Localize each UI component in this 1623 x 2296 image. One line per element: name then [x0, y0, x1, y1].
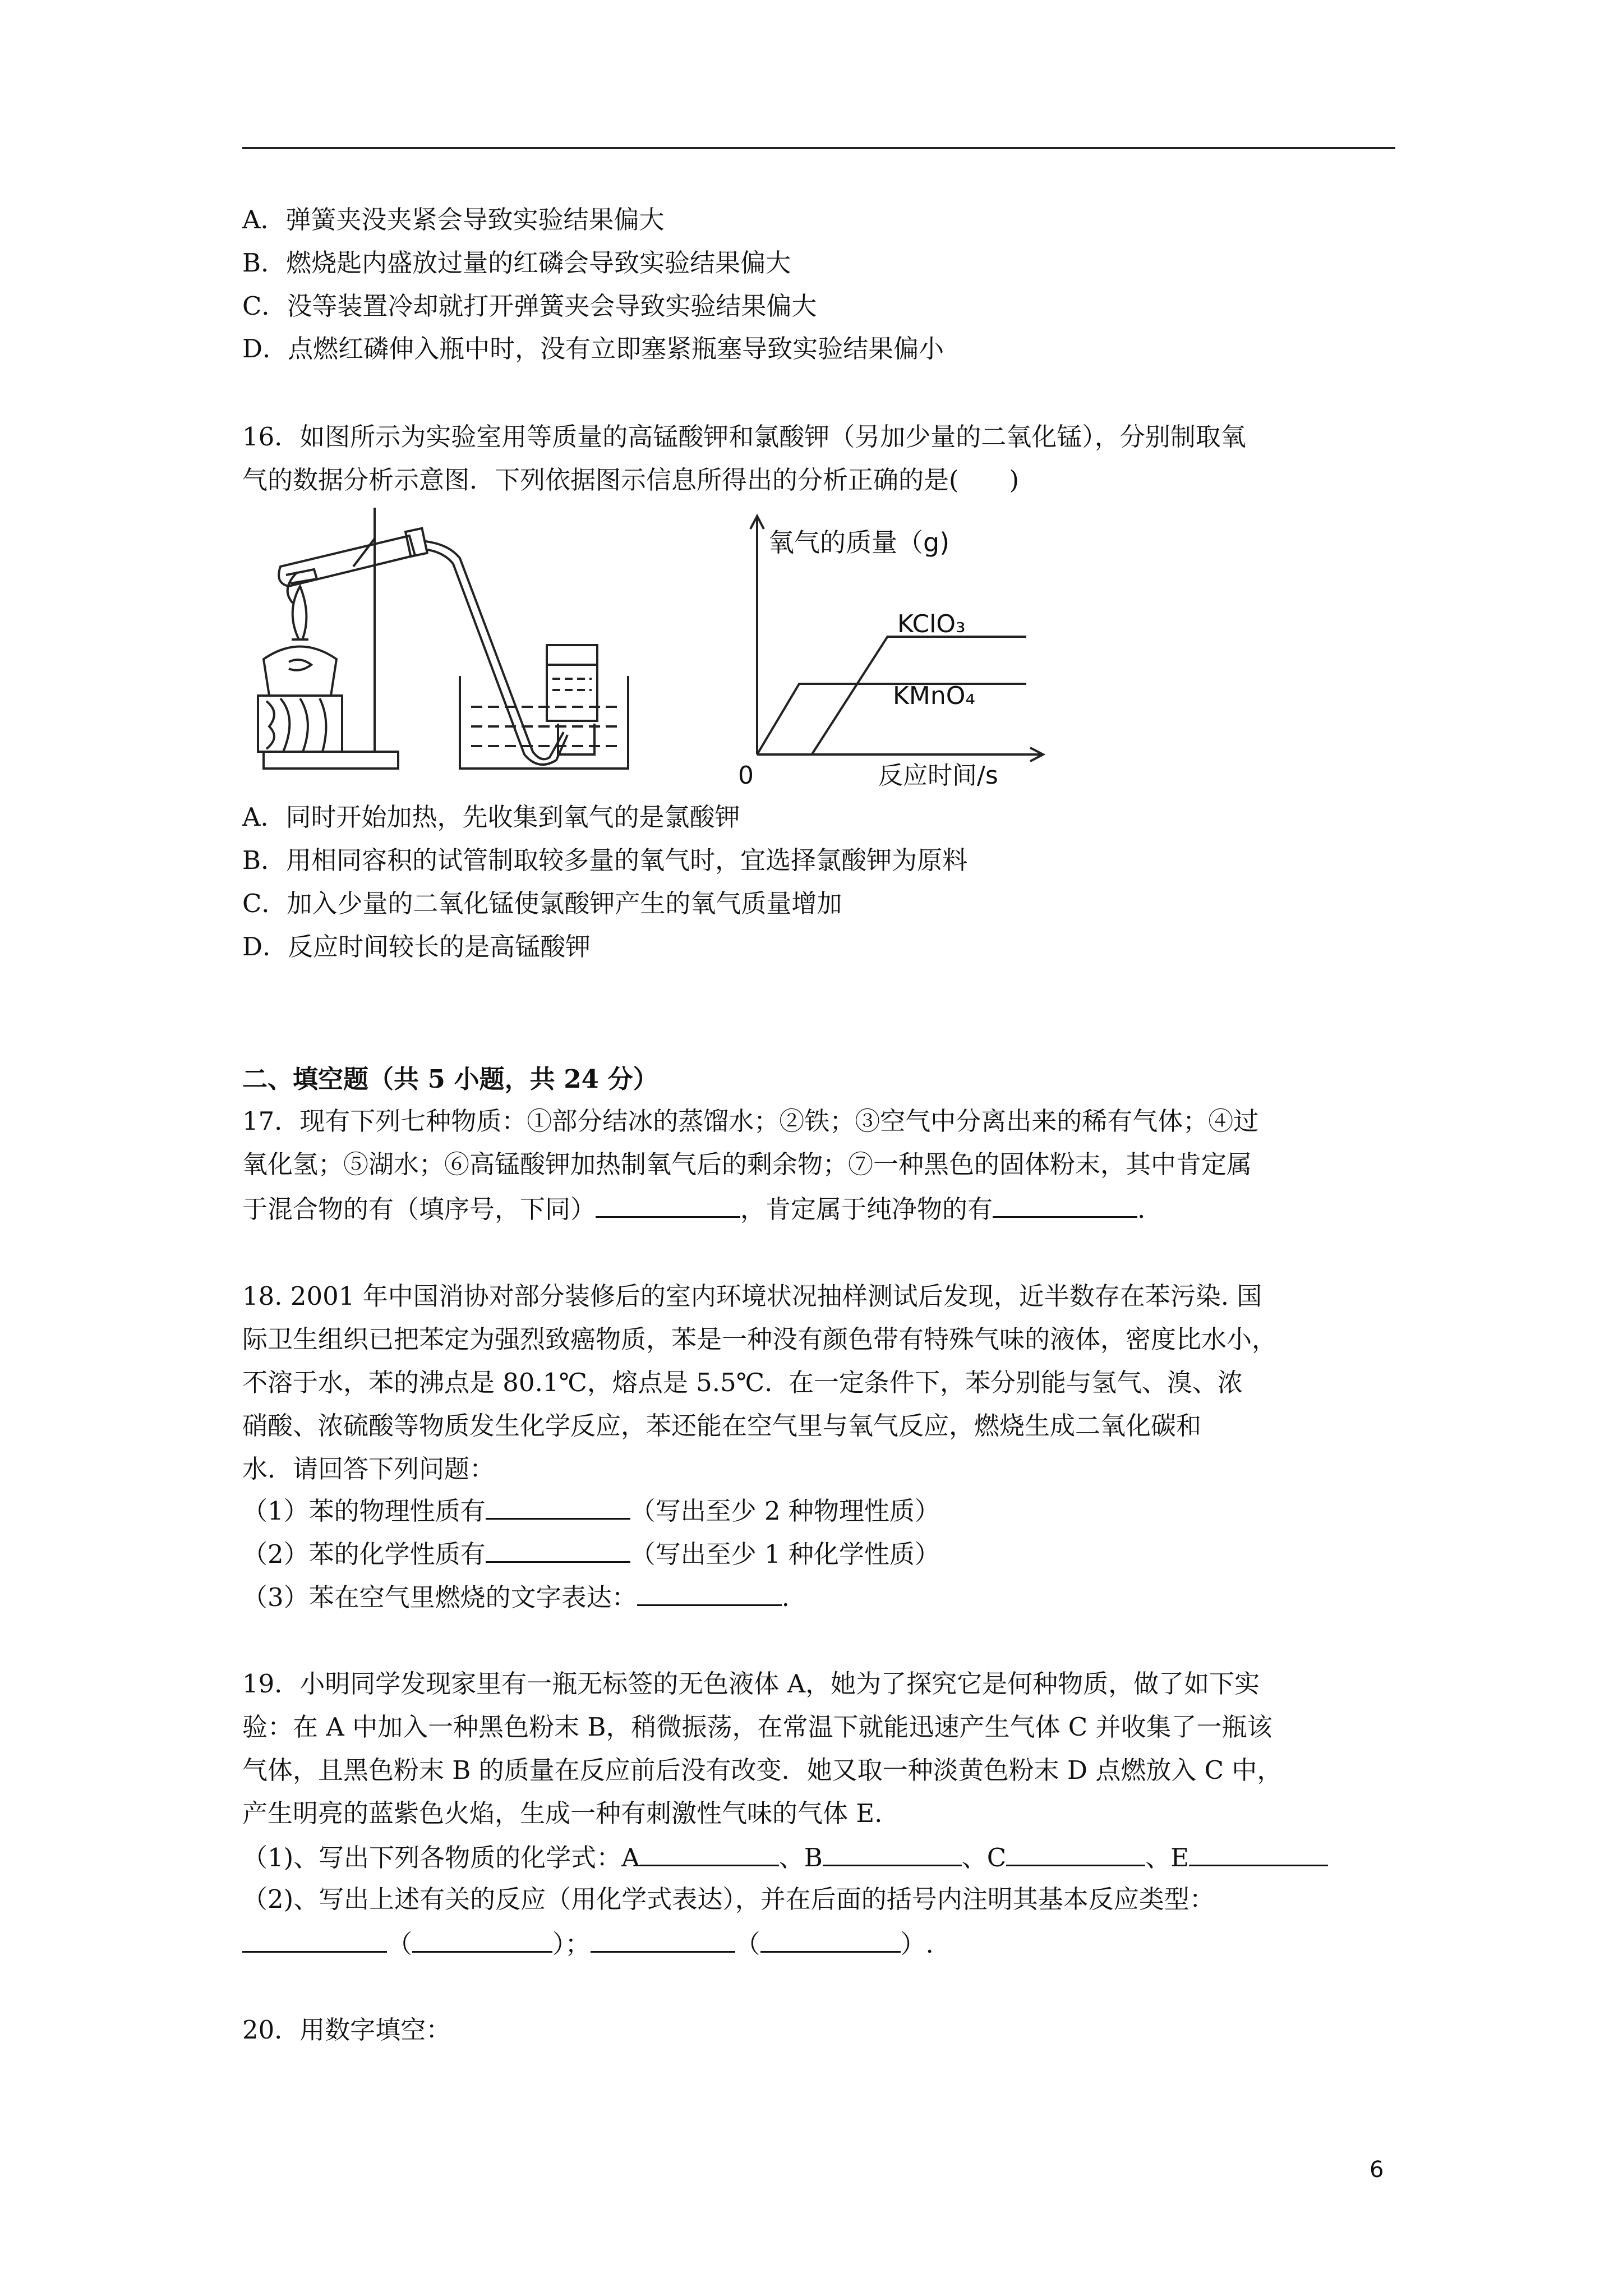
q19-blank-b[interactable] — [823, 1839, 962, 1866]
q19-line3: 气体，且黑色粉末 B 的质量在反应前后没有改变．她又取一种淡黄色粉末 D 点燃放入 C 中， — [242, 1755, 1283, 1785]
q15-option-d: D．点燃红磷伸入瓶中时，没有立即塞紧瓶塞导致实验结果偏小 — [242, 334, 944, 364]
q16-option-d: D．反应时间较长的是高锰酸钾 — [242, 932, 591, 961]
apparatus-figure — [247, 505, 651, 788]
q19-line4: 产生明亮的蓝紫色火焰，生成一种有刺激性气味的气体 E. — [242, 1798, 883, 1828]
q15-option-a: A．弹簧夹没夹紧会导致实验结果偏大 — [242, 205, 665, 234]
q19-blank-e[interactable] — [1189, 1839, 1328, 1866]
q16-option-a: A．同时开始加热，先收集到氧气的是氯酸钾 — [242, 802, 740, 832]
q19-sub1: （1)、写出下列各物质的化学式：A 、B 、C 、E — [242, 1839, 1328, 1875]
q19-blank-type2[interactable] — [760, 1925, 901, 1953]
q19-blank-type1[interactable] — [412, 1925, 552, 1953]
q15-option-b: B．燃烧匙内盛放过量的红磷会导致实验结果偏大 — [242, 248, 791, 278]
q16-stem-line2: 气的数据分析示意图．下列依据图示信息所得出的分析正确的是( ) — [242, 465, 1020, 495]
header-rule — [242, 147, 1395, 149]
q18-sub1: （1）苯的物理性质有 （写出至少 2 种物理性质） — [242, 1492, 940, 1529]
q18-blank-combustion[interactable] — [637, 1579, 782, 1606]
q17-blank-mixture[interactable] — [596, 1190, 740, 1218]
q16-option-b: B．用相同容积的试管制取较多量的氧气时，宜选择氯酸钾为原料 — [242, 845, 968, 875]
q19-blank-a[interactable] — [640, 1839, 779, 1866]
q16-option-c: C．加入少量的二氧化锰使氯酸钾产生的氧气质量增加 — [242, 889, 842, 918]
q18-blank-physical[interactable] — [486, 1492, 630, 1520]
q19-line2: 验：在 A 中加入一种黑色粉末 B，稍微振荡，在常温下就能迅速产生气体 C 并收集了一瓶该 — [242, 1712, 1272, 1742]
q15-option-c: C．没等装置冷却就打开弹簧夹会导致实验结果偏大 — [242, 291, 817, 321]
q16-stem-line1: 16．如图所示为实验室用等质量的高锰酸钾和氯酸钾（另加少量的二氧化锰），分别制取氧 — [242, 422, 1246, 452]
oxygen-mass-chart — [723, 508, 1054, 794]
page-number: 6 — [1370, 2157, 1384, 2183]
q17-line3: 于混合物的有（填序号，下同） ，肯定属于纯净物的有 . — [242, 1190, 1145, 1227]
chart-xlabel: 反应时间/s — [878, 761, 998, 790]
q19-sub2: （2)、写出上述有关的反应（用化学式表达），并在后面的括号内注明其基本反应类型： — [242, 1884, 1215, 1914]
q18-line5: 水．请回答下列问题： — [242, 1454, 495, 1484]
chart-series-line-1 — [757, 684, 1026, 754]
q19-sub3: （ ）； （ ）. — [242, 1925, 934, 1962]
q19-blank-reaction2[interactable] — [591, 1925, 735, 1953]
chart-series-label-kclo3: KClO₃ — [897, 610, 966, 638]
chart-origin-label: 0 — [738, 761, 754, 790]
q17-blank-pure[interactable] — [993, 1190, 1137, 1218]
chart-series-line-0 — [757, 637, 1026, 754]
q19-blank-reaction1[interactable] — [242, 1925, 387, 1953]
section2-title: 二、填空题（共 5 小题，共 24 分） — [242, 1064, 658, 1094]
q18-blank-chemical[interactable] — [486, 1535, 630, 1563]
q19-line1: 19．小明同学发现家里有一瓶无标签的无色液体 A，她为了探究它是何种物质，做了如下实 — [242, 1669, 1260, 1699]
q18-line4: 硝酸、浓硫酸等物质发生化学反应，苯还能在空气里与氧气反应，燃烧生成二氧化碳和 — [242, 1411, 1202, 1441]
q18-line3: 不溶于水，苯的沸点是 80.1℃，熔点是 5.5℃. 在一定条件下，苯分别能与氢气、溴、浓 — [242, 1368, 1243, 1397]
q17-line1: 17．现有下列七种物质：①部分结冰的蒸馏水；②铁；③空气中分离出来的稀有气体；④过 — [242, 1106, 1259, 1136]
chart-series-label-kmno4: KMnO₄ — [893, 682, 975, 710]
q18-sub3: （3）苯在空气里燃烧的文字表达： . — [242, 1579, 790, 1615]
q19-blank-c[interactable] — [1006, 1839, 1145, 1866]
q18-sub2: （2）苯的化学性质有 （写出至少 1 种化学性质） — [242, 1535, 940, 1572]
chart-ylabel: 氧气的质量（g) — [768, 527, 950, 558]
q18-line1: 18. 2001 年中国消协对部分装修后的室内环境状况抽样测试后发现，近半数存在苯污染. 国 — [242, 1281, 1262, 1311]
q18-line2: 际卫生组织已把苯定为强烈致癌物质，苯是一种没有颜色带有特殊气味的液体，密度比水小， — [242, 1324, 1278, 1354]
q20-line1: 20．用数字填空： — [242, 2015, 451, 2045]
q17-line2: 氧化氢；⑤湖水；⑥高锰酸钾加热制氧气后的剩余物；⑦一种黑色的固体粉末，其中肯定属 — [242, 1149, 1252, 1179]
